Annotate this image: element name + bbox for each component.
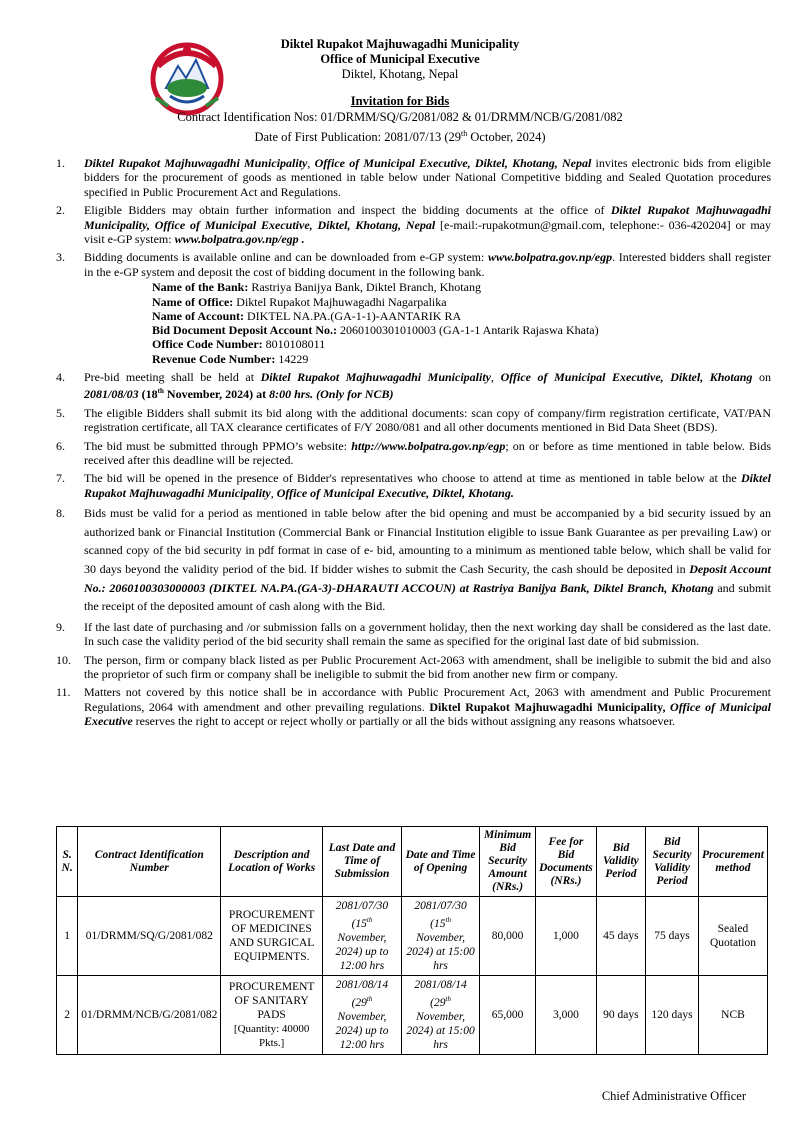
- cell-opening: 2081/07/30 (15th November, 2024) at 15:00 hrs: [402, 897, 480, 976]
- cell-contract-id: 01/DRMM/NCB/G/2081/082: [78, 975, 221, 1054]
- cell-min-security: 65,000: [480, 975, 536, 1054]
- list-item: 6. The bid must be submitted through PPMO’s website: http://www.bolpatra.gov.np/egp; on or before as time mentioned in table below. Bids received after this deadline will be rejected.: [56, 438, 771, 468]
- cell-min-security: 80,000: [480, 897, 536, 976]
- cell-last-date: 2081/08/14 (29th November, 2024) up to 12:00 hrs: [322, 975, 401, 1054]
- municipality-name: Diktel Rupakot Majhuwagadhi Municipality: [280, 37, 520, 51]
- bank-details: Name of the Bank: Rastriya Banijya Bank, Diktel Branch, Khotang Name of Office: Diktel Rupakot Majhuwagadhi Nagarpalika Name of Account: DIKTEL NA.PA.(GA-1-1)-AANTARIK RA Bid Document Deposit Account No.: 2060100301010003 (GA-1-1 Antarik Rajaswa Khata) Office Code Number: 8010108011 Revenue Code Number: 14229: [152, 280, 599, 366]
- cell-validity: 90 days: [596, 975, 645, 1054]
- list-item: 8. Bids must be valid for a period as mentioned in table below after the bid opening and must be accompanied by a bid security issued by an authorized bank or Financial Institution (Commercial Bank or Financial Institution eligible to issue Bank Guarantee as per prevailing Law) or scanned copy of the bid security in pdf format in case of e- bid, amounting to a minimum as mentioned table below, which shall be valid for 30 days beyond the validity period of the bid. If bidder wishes to submit the Cash Security, the cash should be deposited in Deposit Account No.: 2060100303000003 (DIKTEL NA.PA.(GA-3)-DHARAUTI ACCOUN) at Rastriya Banijya Bank, Diktel Branch, Khotang and submit the receipt of the deposited amount of cash along with the Bid.: [56, 506, 771, 614]
- header-security-validity: Bid Security Validity Period: [646, 827, 699, 897]
- list-item: 4. Pre-bid meeting shall be held at Diktel Rupakot Majhuwagadhi Municipality, Office of Municipal Executive, Diktel, Khotang on 2081/08/03 (18th November, 2024) at 8:00 hrs. (Only for NCB): [56, 370, 771, 402]
- cell-sn: 1: [57, 897, 78, 976]
- cell-last-date: 2081/07/30 (15th November, 2024) up to 12:00 hrs: [322, 897, 401, 976]
- header-min-security: Minimum Bid Security Amount (NRs.): [480, 827, 536, 897]
- cell-validity: 45 days: [596, 897, 645, 976]
- table-row: [57, 897, 768, 976]
- cell-method: Sealed Quotation: [698, 897, 767, 976]
- office-address: Diktel, Khotang, Nepal: [341, 67, 459, 81]
- cell-fee: 1,000: [536, 897, 597, 976]
- header-method: Procurement method: [698, 827, 767, 897]
- list-item: 1. Diktel Rupakot Majhuwagadhi Municipality, Office of Municipal Executive, Diktel, Khotang, Nepal invites electronic bids from eligible bidders for the procurement of goods as mentioned in table below under National Competitive bidding and Sealed Quotation procedures specified in Public Procurement Act and Regulations.: [56, 156, 771, 199]
- header-opening: Date and Time of Opening: [402, 827, 480, 897]
- list-item: 3. Bidding documents is available online and can be downloaded from e-GP system: www.bolpatra.gov.np/egp. Interested bidders shall register in the e-GP system and deposit the cost of bidding document in the following bank. Name of the Bank: Rastriya Banijya Bank, Diktel Branch, Khotang Name of Office: Diktel Rupakot Majhuwagadhi Nagarpalika Name of Account: DIKTEL NA.PA.(GA-1-1)-AANTARIK RA Bid Document Deposit Account No.: 2060100301010003 (GA-1-1 Antarik Rajaswa Khata) Office Code Number: 8010108011 Revenue Code Number: 14229: [56, 250, 772, 366]
- list-item: 2. Eligible Bidders may obtain further information and inspect the bidding documents at the office of Diktel Rupakot Majhuwagadhi Municipality, Office of Municipal Executive, Diktel, Khotang, Nepal [e-mail:-rupakotmun@gmail.com, telephone:- 036-420204] or may visit e-GP system: www.bolpatra.gov.np/egp .: [56, 203, 771, 247]
- cell-security-validity: 120 days: [646, 975, 699, 1054]
- header-last-date: Last Date and Time of Submission: [322, 827, 401, 897]
- notice-items: [56, 156, 771, 733]
- cell-description: PROCUREMENT OF SANITARY PADS [Quantity: 40000 Pkts.]: [221, 975, 323, 1054]
- notice-title: Invitation for Bids: [350, 94, 450, 108]
- header-sn: S. N.: [57, 827, 78, 897]
- list-item: 10. The person, firm or company black listed as per Public Procurement Act-2063 with amendment, shall be ineligible to submit the bid and also the proprietor of such firm or company shall be ineligible to submit the bid from another new firm or company.: [56, 652, 771, 682]
- list-item: 5. The eligible Bidders shall submit its bid along with the additional documents: scan copy of company/firm registration certificate, VAT/PAN registration certificate, all TAX clearance certificates of F/Y 2080/081 and all other documents mentioned in Bid Data Sheet (BDS).: [56, 405, 771, 435]
- cell-security-validity: 75 days: [646, 897, 699, 976]
- first-publication-date: Date of First Publication: 2081/07/13 (29th October, 2024): [254, 129, 546, 145]
- list-item: 11. Matters not covered by this notice shall be in accordance with Public Procurement Act, 2063 with amendment and Public Procurement Regulations, 2064 with amendment and other prevailing regulations. Diktel Rupakot Majhuwagadhi Municipality, Office of Municipal Executive reserves the right to accept or reject wholly or partially or all the bids without assigning any reasons whatsoever.: [56, 685, 771, 729]
- cell-method: NCB: [698, 975, 767, 1054]
- cell-opening: 2081/08/14 (29th November, 2024) at 15:00 hrs: [402, 975, 480, 1054]
- list-item: 9. If the last date of purchasing and /or submission falls on a government holiday, then the next working day shall be considered as the last date. In such case the validity period of the bid security shall remain the same as specified for the original last date of bid submission.: [56, 619, 771, 649]
- cell-contract-id: 01/DRMM/SQ/G/2081/082: [78, 897, 221, 976]
- header-description: Description and Location of Works: [221, 827, 323, 897]
- header-validity: Bid Validity Period: [596, 827, 645, 897]
- bids-table: [56, 826, 768, 1055]
- cell-sn: 2: [57, 975, 78, 1054]
- signatory: Chief Administrative Officer: [601, 1089, 746, 1103]
- cell-fee: 3,000: [536, 975, 597, 1054]
- header-fee: Fee for Bid Documents (NRs.): [536, 827, 597, 897]
- list-item: 7. The bid will be opened in the presence of Bidder's representatives who choose to attend at time as mentioned in table below at the Diktel Rupakot Majhuwagadhi Municipality, Office of Municipal Executive, Diktel, Khotang.: [56, 471, 771, 500]
- header-contract-id: Contract Identification Number: [78, 827, 221, 897]
- contract-ids: Contract Identification Nos: 01/DRMM/SQ/G/2081/082 & 01/DRMM/NCB/G/2081/082: [177, 110, 623, 124]
- office-name: Office of Municipal Executive: [320, 52, 480, 66]
- cell-description: PROCUREMENT OF MEDICINES AND SURGICAL EQUIPMENTS.: [221, 897, 323, 976]
- table-row: [57, 975, 768, 1054]
- table-header-row: [57, 827, 768, 897]
